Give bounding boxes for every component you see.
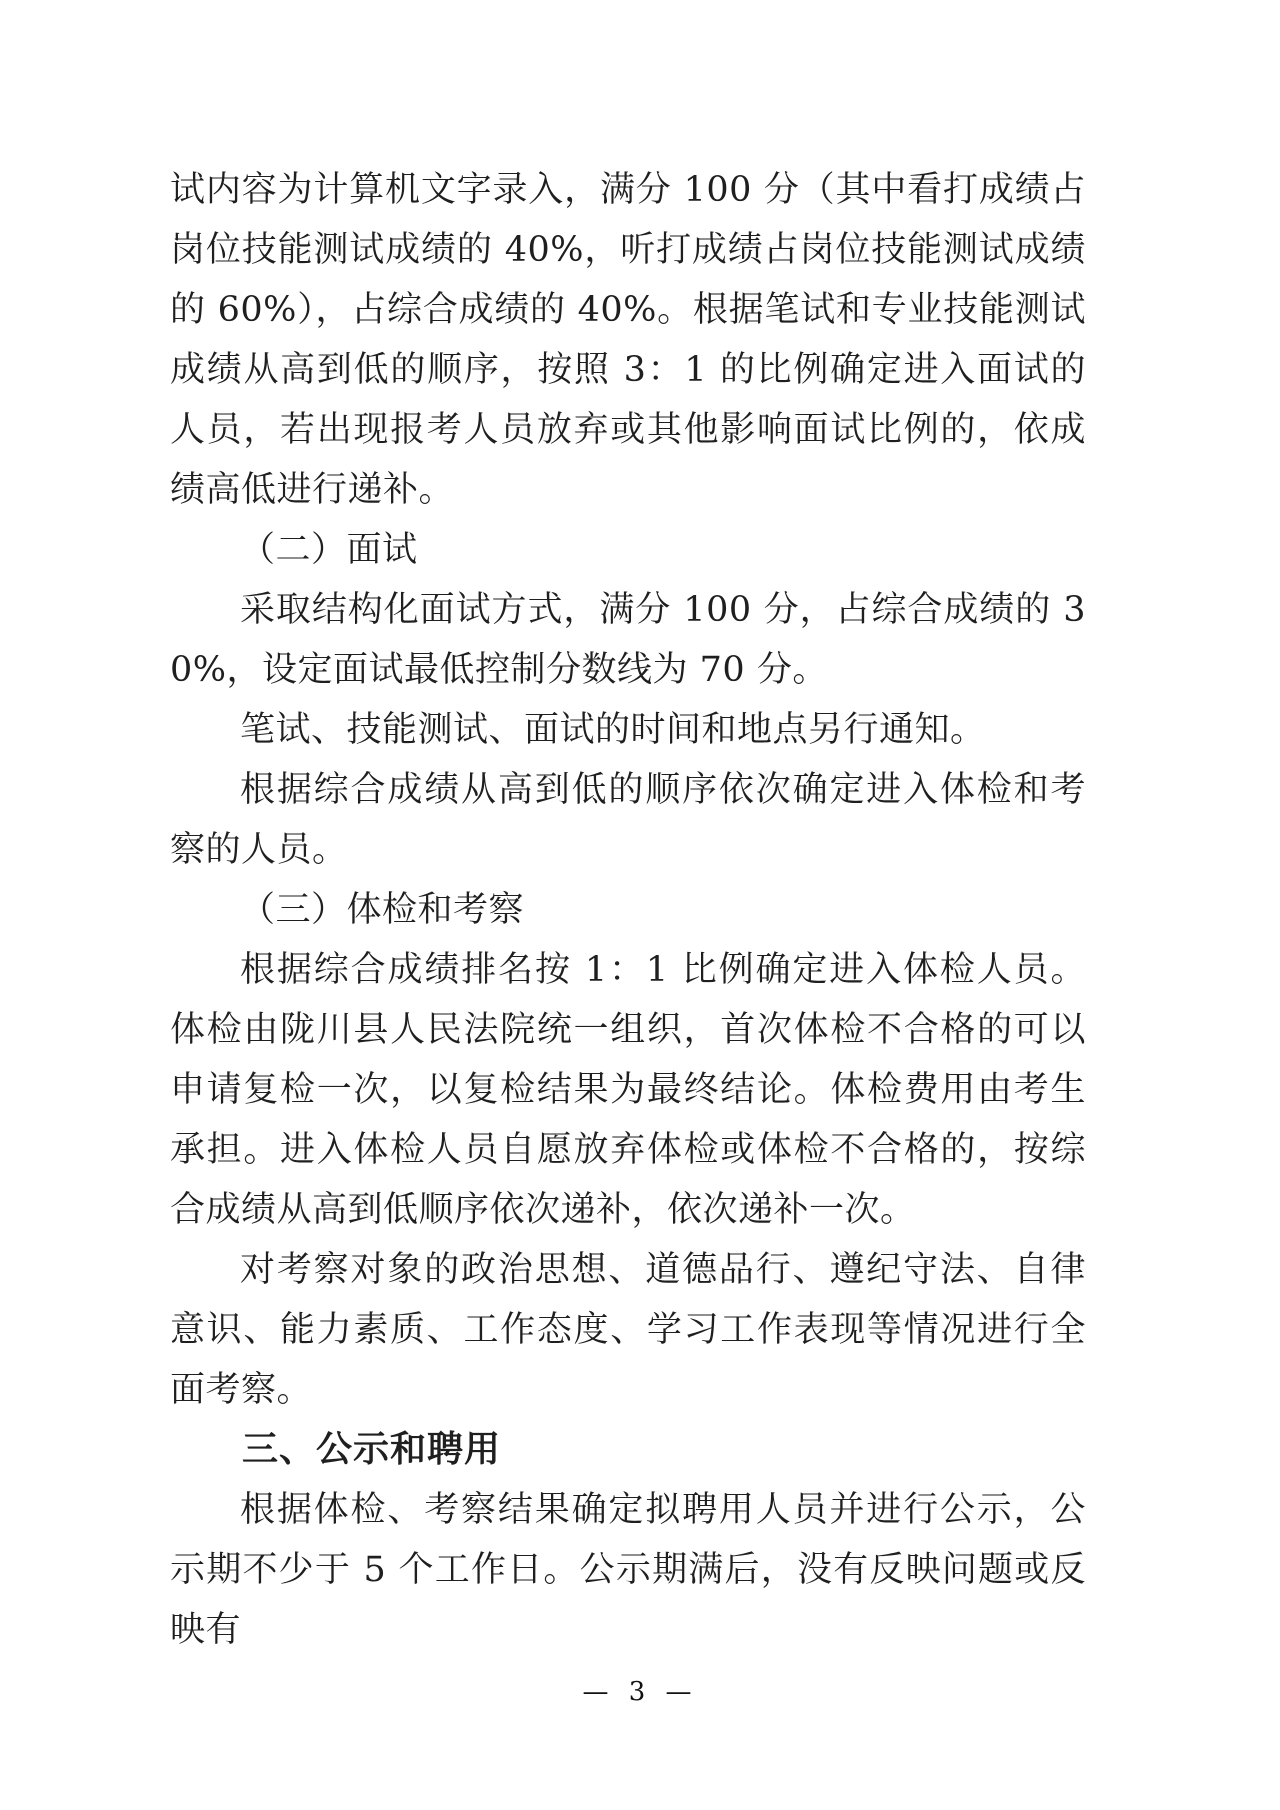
document-body [170,160,1086,1660]
paragraph-schedule-notice: 笔试、技能测试、面试的时间和地点另行通知。 [240,710,986,750]
page-number: — 3 — [582,1677,698,1707]
paragraph-interview-format: 采取结构化面试方式，满分 100 分，占综合成绩的 30%，设定面试最低控制分数线为 70 分。 [170,590,1086,690]
paragraph-physical-exam-rules: 根据综合成绩排名按 1：1 比例确定进入体检人员。体检由陇川县人民法院统一组织，首次体检不合格的可以申请复检一次，以复检结果为最终结论。体检费用由考生承担。进入体检人员自愿放弃体检或体检不合格的，按综合成绩从高到低顺序依次递补，依次递补一次。 [170,950,1086,1230]
paragraph-ranking-selection: 根据综合成绩从高到低的顺序依次确定进入体检和考察的人员。 [170,770,1086,870]
section-heading-interview: （二）面试 [240,530,418,570]
paragraph-review-scope: 对考察对象的政治思想、道德品行、遵纪守法、自律意识、能力素质、工作态度、学习工作表现等情况进行全面考察。 [170,1250,1086,1410]
paragraph-skill-test-scoring: 试内容为计算机文字录入，满分 100 分（其中看打成绩占岗位技能测试成绩的 40%，听打成绩占岗位技能测试成绩的 60%），占综合成绩的 40%。根据笔试和专业技能测试成绩从高到低的顺序，按照 3：1 的比例确定进入面试的人员，若出现报考人员放弃或其他影响面试比例的，依成绩高低进行递补。 [170,170,1086,510]
section-heading-publicity-employment: 三、公示和聘用 [242,1429,502,1470]
paragraph-publicity-period: 根据体检、考察结果确定拟聘用人员并进行公示，公示期不少于 5 个工作日。公示期满后，没有反映问题或反映有 [170,1490,1086,1650]
section-heading-physical-exam-review: （三）体检和考察 [240,890,525,930]
